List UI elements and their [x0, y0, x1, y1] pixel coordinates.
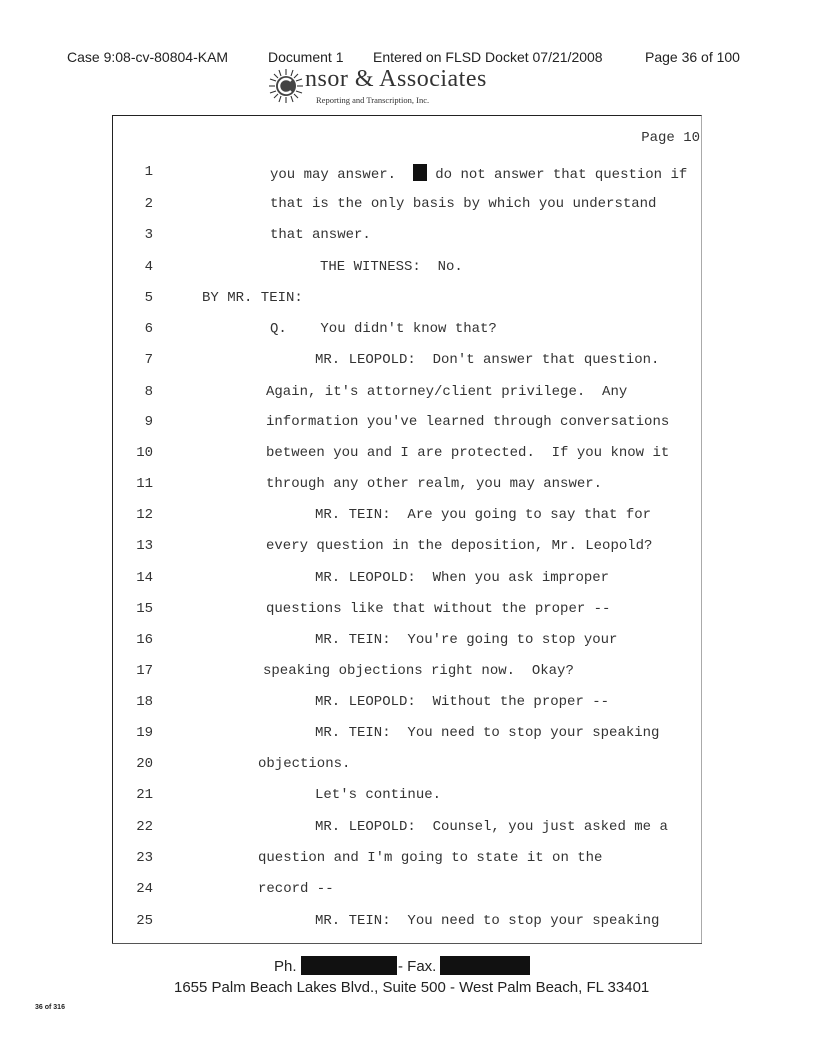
transcript-line	[0, 756, 816, 778]
line-text	[270, 164, 687, 183]
office-address: 1655 Palm Beach Lakes Blvd., Suite 500 - West Palm Beach, FL 33401	[174, 979, 650, 996]
transcript-line	[0, 476, 816, 498]
line-number: 4	[144, 259, 153, 275]
transcript-line	[0, 507, 816, 529]
line-number: 19	[136, 725, 153, 741]
line-number: 5	[144, 290, 153, 306]
line-text: MR. LEOPOLD: Without the proper --	[315, 694, 610, 710]
transcript-line	[0, 414, 816, 436]
redaction-box	[413, 164, 427, 181]
transcript-line	[0, 538, 816, 560]
transcript-line	[0, 352, 816, 374]
line-text: THE WITNESS: No.	[320, 259, 463, 275]
transcript-line	[0, 164, 816, 186]
line-text: MR. LEOPOLD: Don't answer that question.	[315, 352, 660, 368]
line-number: 23	[136, 850, 153, 866]
case-number: Case 9:08-cv-80804-KAM	[67, 49, 229, 65]
line-text: MR. TEIN: Are you going to say that for	[315, 507, 652, 523]
line-number: 8	[144, 384, 153, 400]
line-number: 24	[136, 881, 153, 897]
line-text: that answer.	[270, 227, 371, 243]
line-number: 11	[136, 476, 153, 492]
transcript-line	[0, 601, 816, 623]
line-number: 18	[136, 694, 153, 710]
line-text: Let's continue.	[315, 787, 442, 803]
line-number: 25	[136, 913, 153, 929]
line-text: MR. LEOPOLD: Counsel, you just asked me a	[315, 819, 668, 835]
line-text: information you've learned through conversations	[266, 414, 670, 430]
transcript-line	[0, 663, 816, 685]
line-text: MR. TEIN: You need to stop your speaking	[315, 725, 660, 741]
line-number: 7	[144, 352, 153, 368]
sunburst-seal-icon	[268, 68, 304, 104]
line-text: Again, it's attorney/client privilege. Any	[266, 384, 628, 400]
line-number: 6	[144, 321, 153, 337]
transcript-line	[0, 850, 816, 872]
line-text: that is the only basis by which you understand	[270, 196, 657, 212]
transcript-line	[0, 321, 816, 343]
docket-page-number: Page 36 of 100	[645, 49, 740, 65]
transcript-frame-bottom-rule	[112, 943, 702, 944]
line-number: 15	[136, 601, 153, 617]
transcript-line	[0, 227, 816, 249]
line-number: 10	[136, 445, 153, 461]
line-text: MR. LEOPOLD: When you ask improper	[315, 570, 610, 586]
document-label: Document 1	[268, 49, 344, 65]
transcript-line	[0, 725, 816, 747]
transcript-line	[0, 570, 816, 592]
line-text: speaking objections right now. Okay?	[263, 663, 574, 679]
line-number: 13	[136, 538, 153, 554]
company-name: nsor & Associates	[305, 66, 487, 92]
line-text-after-redaction: do not answer that question if	[435, 167, 688, 183]
transcript-line	[0, 787, 816, 809]
redacted-fax-box	[440, 956, 530, 975]
company-tagline: Reporting and Transcription, Inc.	[316, 95, 430, 105]
transcript-line	[0, 819, 816, 841]
fax-label: - Fax.	[398, 958, 437, 975]
line-text: every question in the deposition, Mr. Leopold?	[266, 538, 653, 554]
transcript-line	[0, 913, 816, 935]
transcript-line	[0, 196, 816, 218]
transcript-line	[0, 445, 816, 467]
phone-label: Ph.	[274, 958, 297, 975]
pdf-page-count: 36 of 316	[35, 1004, 65, 1011]
line-number: 16	[136, 632, 153, 648]
company-logo	[268, 66, 568, 110]
line-text: objections.	[258, 756, 351, 772]
line-number: 1	[144, 164, 153, 180]
line-text: questions like that without the proper --	[266, 601, 611, 617]
line-number: 17	[136, 663, 153, 679]
transcript-page-label: Page 10	[641, 130, 700, 146]
redacted-phone-box	[301, 956, 397, 975]
line-text: between you and I are protected. If you know it	[266, 445, 670, 461]
transcript-line	[0, 632, 816, 654]
line-text: MR. TEIN: You need to stop your speaking	[315, 913, 660, 929]
line-text: Q. You didn't know that?	[270, 321, 497, 337]
line-number: 21	[136, 787, 153, 803]
entered-date: Entered on FLSD Docket 07/21/2008	[373, 49, 603, 65]
line-number: 14	[136, 570, 153, 586]
line-text-before-redaction: you may answer.	[270, 167, 397, 183]
line-number: 9	[144, 414, 153, 430]
line-number: 20	[136, 756, 153, 772]
line-text: through any other realm, you may answer.	[266, 476, 603, 492]
transcript-line	[0, 881, 816, 903]
line-number: 2	[144, 196, 153, 212]
transcript-line	[0, 259, 816, 281]
line-number: 22	[136, 819, 153, 835]
line-number: 3	[144, 227, 153, 243]
transcript-line	[0, 384, 816, 406]
line-text: question and I'm going to state it on the	[258, 850, 603, 866]
transcript-line	[0, 694, 816, 716]
line-text: BY MR. TEIN:	[202, 290, 303, 306]
line-number: 12	[136, 507, 153, 523]
line-text: MR. TEIN: You're going to stop your	[315, 632, 618, 648]
line-text: record --	[258, 881, 334, 897]
transcript-line	[0, 290, 816, 312]
